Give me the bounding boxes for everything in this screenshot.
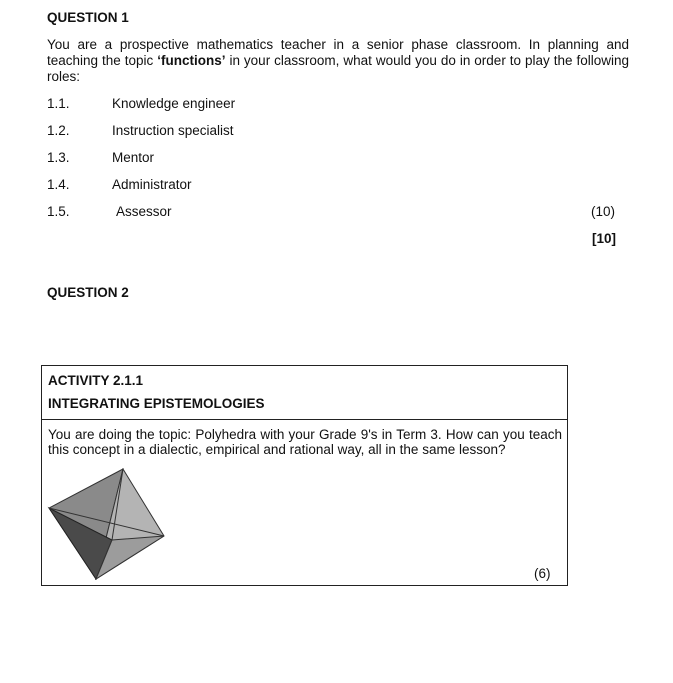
activity-question: You are doing the topic: Polyhedra with your Grade 9's in Term 3. How can you teach this concept in a dialectic, empirical and rational way, all in the same lesson? [48, 427, 562, 457]
question-2-heading: QUESTION 2 [47, 285, 129, 300]
activity-marks: (6) [534, 566, 551, 581]
activity-box [41, 365, 568, 586]
intro-text-start: You are a prospective mathematics teacher in a senior phase classroom. In planning and teaching the topic [47, 37, 629, 68]
activity-title: INTEGRATING EPISTEMOLOGIES [48, 396, 265, 411]
item-number: 1.1. [47, 96, 70, 111]
item-number: 1.2. [47, 123, 70, 138]
question-1-marks: (10) [591, 204, 616, 219]
activity-divider [42, 419, 567, 420]
item-label-mentor: Mentor [112, 150, 155, 165]
octahedron-icon [46, 468, 166, 580]
question-1-heading: QUESTION 1 [47, 10, 129, 25]
item-label-knowledge-engineer: Knowledge engineer [112, 96, 236, 111]
item-label-assessor: Assessor [116, 204, 172, 219]
question-1-intro [47, 37, 629, 85]
item-label-administrator: Administrator [112, 177, 192, 192]
activity-code: ACTIVITY 2.1.1 [48, 373, 144, 388]
item-label-instruction-specialist: Instruction specialist [112, 123, 234, 138]
question-1-total: [10] [592, 231, 617, 246]
item-number: 1.5. [47, 204, 70, 219]
intro-text-end: in your classroom, what would you do in order to play the following roles: [47, 53, 629, 84]
intro-bold-topic: ‘functions’ [157, 53, 226, 68]
item-number: 1.3. [47, 150, 70, 165]
item-number: 1.4. [47, 177, 70, 192]
